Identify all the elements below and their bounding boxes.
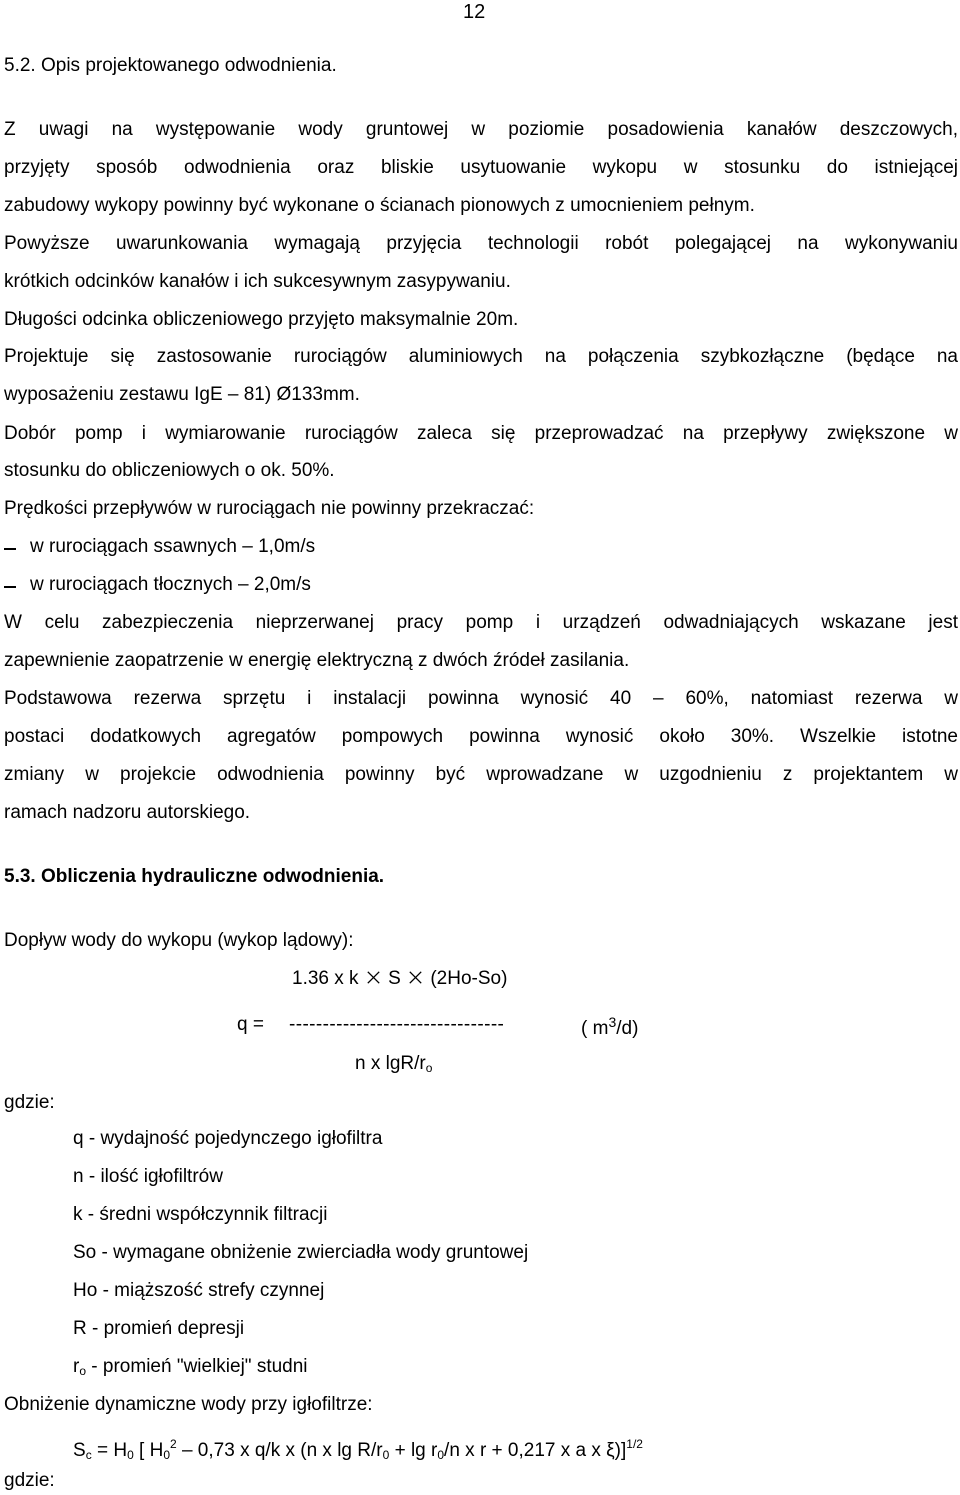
paragraph-line: Podstawowa rezerwa sprzętu i instalacji powinna wynosić 40 – 60%, natomiast rezerwa w <box>4 688 958 709</box>
formula-numerator <box>292 968 507 990</box>
definition-item: q - wydajność pojedynczego igłofiltra <box>73 1128 383 1149</box>
paragraph-line: Prędkości przepływów w rurociągach nie powinny przekraczać: <box>4 498 535 519</box>
paragraph-line: Projektuje się zastosowanie rurociągów aluminiowych na połączenia szybkozłączne (będące na <box>4 346 958 367</box>
unit-exponent: 3 <box>608 1014 617 1030</box>
formula-text: + lg r <box>389 1440 438 1461</box>
formula-text: [ H <box>133 1440 164 1461</box>
multiply-circle-icon <box>406 968 425 987</box>
paragraph-line: stosunku do obliczeniowych o ok. 50%. <box>4 460 335 481</box>
formula-text: /n x r + 0,217 x a x ξ)] <box>444 1440 627 1461</box>
definition-subscript: o <box>79 1364 87 1378</box>
paragraph-line: Długości odcinka obliczeniowego przyjęto maksymalnie 20m. <box>4 309 519 330</box>
multiply-circle-icon <box>364 968 383 987</box>
formula-denominator <box>355 1053 432 1075</box>
formula-text: = H <box>91 1440 128 1461</box>
paragraph-line: postaci dodatkowych agregatów pompowych powinna wynosić około 30%. Wszelkie istotne <box>4 726 958 747</box>
paragraph-line: ramach nadzoru autorskiego. <box>4 802 251 823</box>
formula-numerator-part: (2Ho-So) <box>425 968 508 989</box>
definition-item: Ho - miąższość strefy czynnej <box>73 1280 325 1301</box>
formula-superscript: 1/2 <box>626 1437 643 1451</box>
paragraph-line: krótkich odcinków kanałów i ich sukcesywnym zasypywaniu. <box>4 271 511 292</box>
page-number: 12 <box>463 1 486 23</box>
definition-text: - promień "wielkiej" studni <box>86 1356 308 1377</box>
formula-text: – 0,73 x q/k x (n x lg R/r <box>176 1440 383 1461</box>
section-5-3-heading: 5.3. Obliczenia hydrauliczne odwodnienia. <box>4 866 385 887</box>
paragraph-line: zmiany w projekcie odwodnienia powinny być wprowadzane w uzgodnieniu z projektantem w <box>4 764 958 785</box>
denominator-text: n x lgR/r <box>355 1053 426 1074</box>
definition-item: k - średni współczynnik filtracji <box>73 1204 328 1225</box>
paragraph-line: Z uwagi na występowanie wody gruntowej w poziomie posadowienia kanałów deszczowych, <box>4 119 958 140</box>
paragraph-line: zabudowy wykopy powinny być wykonane o ścianach pionowych z umocnieniem pełnym. <box>4 195 755 216</box>
where-label: gdzie: <box>4 1092 55 1113</box>
paragraph-line: W celu zabezpieczenia nieprzerwanej pracy pomp i urządzeń odwadniających wskazane jest <box>4 612 958 633</box>
definition-item: So - wymagane obniżenie zwierciadła wody gruntowej <box>73 1242 529 1263</box>
drawdown-formula <box>73 1437 643 1462</box>
formula-subscript: 0 <box>382 1448 390 1462</box>
paragraph-line: przyjęty sposób odwodnienia oraz bliskie usytuowanie wykopu w stosunku do istniejącej <box>4 157 958 178</box>
formula-superscript: 2 <box>170 1437 177 1451</box>
paragraph-line: wyposażeniu zestawu IgE – 81) Ø133mm. <box>4 384 360 405</box>
definition-item: n - ilość igłofiltrów <box>73 1166 223 1187</box>
definition-item <box>73 1356 308 1378</box>
denominator-subscript: o <box>425 1061 433 1075</box>
paragraph-line: zapewnienie zaopatrzenie w energię elektryczną z dwóch źródeł zasilania. <box>4 650 630 671</box>
paragraph-line: Dobór pomp i wymiarowanie rurociągów zaleca się przeprowadzać na przepływy zwiększone w <box>4 423 958 444</box>
formula-fraction-bar: -------------------------------- <box>289 1014 505 1035</box>
bullet-dash <box>4 548 16 550</box>
formula-lhs: q = <box>237 1014 264 1035</box>
section-5-2-heading: 5.2. Opis projektowanego odwodnienia. <box>4 55 337 76</box>
formula-subscript: c <box>85 1448 92 1462</box>
formula-subscript: 0 <box>127 1448 134 1462</box>
formula-subscript: 0 <box>437 1448 445 1462</box>
unit-close: /d) <box>616 1018 639 1039</box>
inflow-label: Dopływ wody do wykopu (wykop lądowy): <box>4 930 354 951</box>
definition-item: R - promień depresji <box>73 1318 245 1339</box>
formula-numerator-part: 1.36 x k <box>292 968 364 989</box>
bullet-item: w rurociągach tłocznych – 2,0m/s <box>30 574 311 595</box>
drawdown-label: Obniżenie dynamiczne wody przy igłofiltrze: <box>4 1394 373 1415</box>
unit-base: ( m <box>581 1018 609 1039</box>
formula-numerator-part: S <box>382 968 407 989</box>
formula-unit <box>581 1014 638 1040</box>
definition-symbol: r <box>73 1356 80 1377</box>
bullet-item: w rurociągach ssawnych – 1,0m/s <box>30 536 316 557</box>
formula-text: S <box>73 1440 86 1461</box>
paragraph-line: Powyższe uwarunkowania wymagają przyjęcia technologii robót polegającej na wykonywaniu <box>4 233 958 254</box>
where-label-2: gdzie: <box>4 1470 55 1491</box>
bullet-dash <box>4 586 16 588</box>
formula-subscript: 0 <box>163 1448 170 1462</box>
